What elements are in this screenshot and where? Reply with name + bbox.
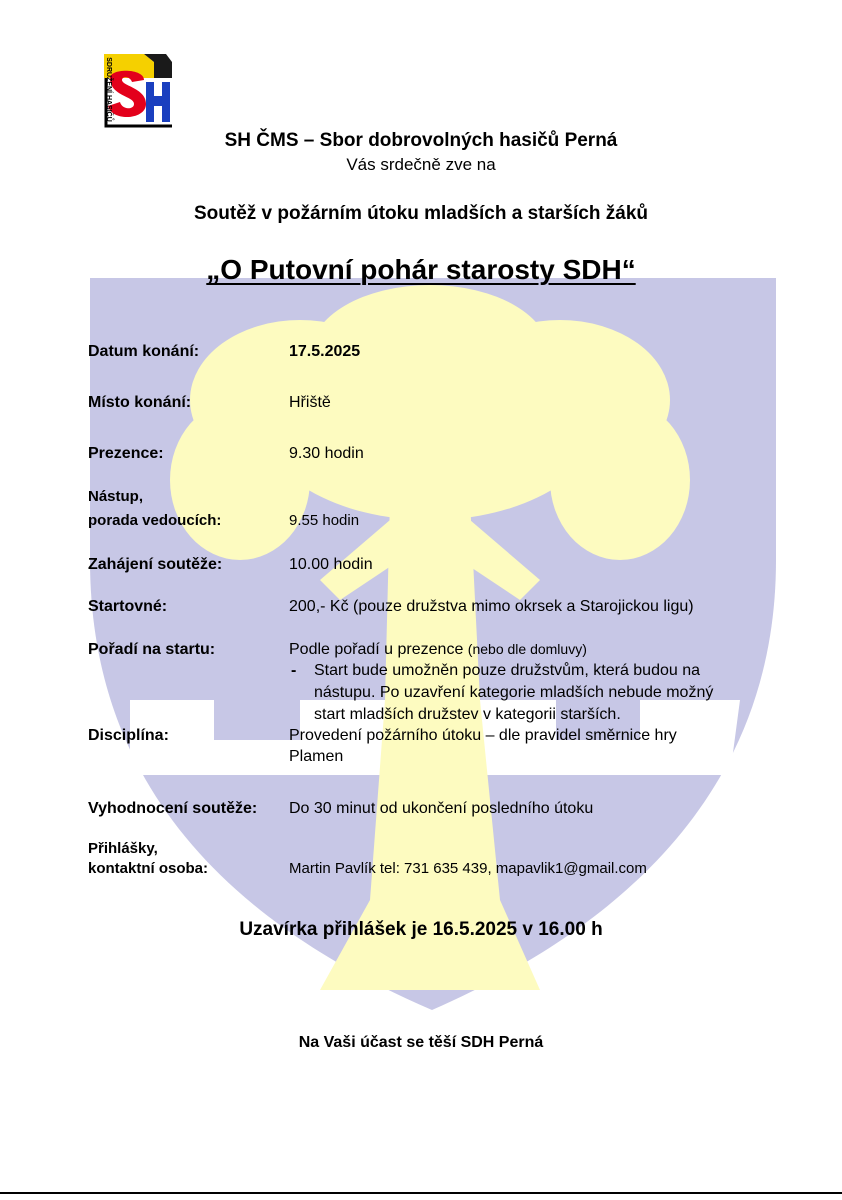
place-value: Hřiště bbox=[289, 394, 331, 411]
order-label: Pořadí na startu: bbox=[88, 641, 216, 658]
evaluation-value: Do 30 minut od ukončení posledního útoku bbox=[289, 800, 594, 817]
closing-text: Na Vaši účast se těší SDH Perná bbox=[298, 1034, 544, 1051]
deadline-text: Uzavírka přihlášek je 16.5.2025 v 16.00 h bbox=[239, 919, 603, 940]
lineup-label-2: porada vedoucích: bbox=[88, 512, 222, 529]
fee-label: Startovné: bbox=[88, 598, 168, 615]
order-bullet: - bbox=[291, 662, 297, 679]
fee-value: 200,- Kč (pouze družstva mimo okrsek a Starojickou ligu) bbox=[289, 598, 694, 615]
contact-label-1: Přihlášky, bbox=[88, 840, 158, 857]
presence-value: 9.30 hodin bbox=[289, 445, 364, 462]
order-line-1: Start bude umožněn pouze družstvům, která budou na bbox=[314, 662, 701, 679]
org-name: SH ČMS – Sbor dobrovolných hasičů Perná bbox=[224, 130, 618, 151]
contact-value: Martin Pavlík tel: 731 635 439, mapavlik1@gmail.com bbox=[289, 860, 647, 877]
event-title: „O Putovní pohár starosty SDH“ bbox=[206, 254, 636, 285]
bottom-rule bbox=[0, 1192, 842, 1194]
invite-text: Vás srdečně zve na bbox=[346, 155, 496, 174]
order-line-2: nástupu. Po uzavření kategorie mladších nebude možný bbox=[314, 684, 714, 701]
place-label: Místo konání: bbox=[88, 394, 192, 411]
logo-text: SDRUŽENÍ HASIČŮ bbox=[104, 57, 112, 122]
discipline-line-2: Plamen bbox=[289, 748, 344, 765]
lineup-label-1: Nástup, bbox=[88, 488, 144, 505]
lineup-value: 9.55 hodin bbox=[289, 512, 360, 529]
date-label: Datum konání: bbox=[88, 343, 200, 360]
contact-label-2: kontaktní osoba: bbox=[88, 860, 209, 877]
logo bbox=[86, 48, 176, 130]
start-label: Zahájení soutěže: bbox=[88, 556, 223, 573]
event-subtitle: Soutěž v požárním útoku mladších a starších žáků bbox=[193, 203, 648, 224]
presence-label: Prezence: bbox=[88, 445, 164, 462]
discipline-label: Disciplína: bbox=[88, 727, 169, 744]
order-value bbox=[289, 641, 587, 659]
date-value: 17.5.2025 bbox=[289, 343, 361, 360]
order-value-main: Podle pořadí u prezence bbox=[289, 641, 468, 658]
order-line-3: start mladších družstev v kategorii starších. bbox=[314, 706, 621, 723]
discipline-line-1: Provedení požárního útoku – dle pravidel směrnice hry bbox=[289, 727, 677, 744]
evaluation-label: Vyhodnocení soutěže: bbox=[88, 800, 258, 817]
sdh-logo-icon bbox=[86, 48, 176, 130]
order-note: (nebo dle domluvy) bbox=[467, 641, 587, 657]
start-value: 10.00 hodin bbox=[289, 556, 373, 573]
